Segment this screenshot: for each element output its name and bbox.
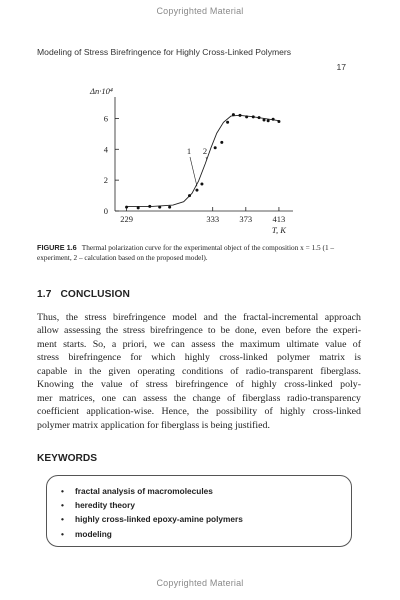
experiment-data-point bbox=[239, 114, 242, 117]
keywords-box bbox=[46, 475, 352, 547]
paragraph-line: polymer matrix application for fiberglass is being justified. bbox=[37, 419, 270, 431]
keyword-text: fractal analysis of macromolecules bbox=[75, 486, 213, 496]
keyword-item bbox=[61, 527, 351, 541]
paragraph-line: ment starts. So, a priori, we can assess the maximum ultimate value of bbox=[37, 338, 361, 350]
calculated-curve bbox=[127, 115, 279, 206]
y-tick-label: 6 bbox=[103, 113, 108, 124]
experiment-data-point bbox=[245, 115, 248, 118]
x-tick-label: 229 bbox=[120, 214, 133, 224]
experiment-data-point bbox=[277, 120, 280, 123]
conclusion-heading bbox=[37, 289, 130, 300]
bullet-icon: • bbox=[61, 528, 64, 539]
keyword-text: modeling bbox=[75, 528, 112, 539]
experiment-data-point bbox=[148, 205, 151, 208]
y-axis-title: Δn·10⁴ bbox=[90, 86, 113, 96]
curve-label-1: 1 bbox=[186, 146, 192, 156]
experiment-data-point bbox=[200, 183, 203, 186]
experiment-data-point bbox=[214, 146, 217, 149]
chart-ticks bbox=[104, 113, 286, 224]
section-number: 1.7 bbox=[37, 289, 52, 300]
figure-caption-text: Thermal polarization curve for the experimental object of the composition x = 1.5 (1 – experiment, 2 – calculation based on the proposed model). bbox=[37, 243, 335, 262]
running-header-title: Modeling of Stress Birefringence for Highly Cross-Linked Polymers bbox=[37, 47, 292, 57]
page-number: 17 bbox=[336, 62, 346, 72]
paragraph-line: Thus, the stress birefringence model and the fractal-incremental approach bbox=[37, 312, 361, 323]
experiment-data-point bbox=[252, 115, 255, 118]
section-title: CONCLUSION bbox=[60, 289, 130, 300]
experiment-data-point bbox=[272, 118, 275, 121]
experiment-data-point bbox=[168, 206, 171, 209]
copyright-watermark-bottom: Copyrighted Material bbox=[156, 578, 244, 588]
experiment-data-point bbox=[137, 206, 140, 209]
curve-label-1-leader bbox=[190, 157, 197, 186]
experiment-data-point bbox=[226, 121, 229, 124]
experiment-data-point bbox=[188, 194, 191, 197]
copyright-watermark-top: Copyrighted Material bbox=[156, 6, 244, 16]
keyword-item bbox=[61, 498, 351, 512]
bullet-icon: • bbox=[61, 514, 64, 525]
paragraph-line: Knowing the value of stress birefringence of highly cross-linked poly- bbox=[37, 379, 361, 391]
keyword-item bbox=[61, 512, 351, 526]
x-axis-title: T, K bbox=[271, 225, 286, 235]
chart-labels bbox=[89, 86, 287, 235]
bullet-icon: • bbox=[61, 500, 64, 511]
x-tick-label: 373 bbox=[239, 214, 253, 224]
y-tick-label: 2 bbox=[103, 175, 108, 186]
bullet-icon: • bbox=[61, 486, 64, 496]
chart-series bbox=[125, 113, 280, 209]
experiment-data-point bbox=[263, 118, 266, 121]
keywords-heading: KEYWORDS bbox=[37, 453, 97, 464]
figure-label: FIGURE 1.6 bbox=[37, 243, 77, 252]
paragraph-line: mer matrices, one can assess the change of fiberglass radio-transparency bbox=[37, 392, 361, 404]
experiment-data-point bbox=[220, 141, 223, 144]
experiment-data-point bbox=[125, 206, 128, 209]
keyword-item bbox=[61, 484, 351, 498]
experiment-data-point bbox=[195, 189, 198, 192]
paragraph-line: capable in the given operating conditions of radio-transparent fiberglass. bbox=[37, 365, 361, 377]
experiment-data-point bbox=[258, 116, 261, 119]
experiment-data-point bbox=[267, 119, 270, 122]
experiment-data-point bbox=[158, 206, 161, 209]
curve-label-2: 2 bbox=[202, 146, 208, 156]
paragraph-line: allow assessing the stress birefringence to be done, even before the experi- bbox=[37, 325, 361, 337]
paragraph-line: coefficient application-wise. Hence, the possibility of highly cross-linked bbox=[37, 406, 361, 418]
x-tick-label: 413 bbox=[272, 214, 286, 224]
y-tick-label: 0 bbox=[103, 206, 108, 216]
experiment-data-point bbox=[232, 113, 235, 116]
paragraph-line: stress birefringence for which highly cross-linked polymer matrix is bbox=[37, 352, 361, 364]
thermal-polarization-chart bbox=[82, 84, 317, 236]
figure-caption bbox=[37, 243, 359, 262]
conclusion-paragraph bbox=[37, 311, 361, 432]
keyword-text: heredity theory bbox=[75, 500, 135, 511]
x-tick-label: 333 bbox=[206, 214, 220, 224]
y-tick-label: 4 bbox=[103, 144, 108, 155]
keyword-text: highly cross-linked epoxy-amine polymers bbox=[75, 514, 243, 525]
